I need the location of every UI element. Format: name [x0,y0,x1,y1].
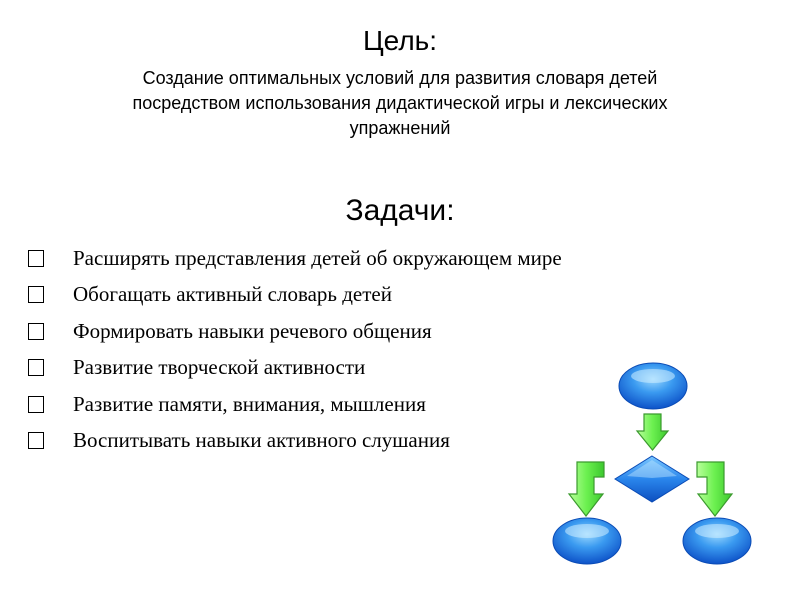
task-text: Обогащать активный словарь детей [73,282,392,307]
top-node [619,363,687,409]
tasks-title: Задачи: [345,194,455,227]
task-text: Развитие памяти, внимания, мышления [73,391,426,416]
goal-title: Цель: [362,25,438,56]
center-diamond-node [615,456,689,502]
down-arrow-icon [637,414,668,450]
task-text: Формировать навыки речевого общения [73,318,432,343]
task-text: Воспитывать навыки активного слушания [73,428,450,453]
bent-arrow-right-icon [697,462,732,516]
bottom-right-node [683,518,751,564]
bent-arrow-left-icon [569,462,604,516]
task-text: Расширять представления детей об окружающем мире [73,245,562,270]
bottom-left-node [553,518,621,564]
goal-text-line: упражнений [349,118,451,138]
goal-text-line: посредством использования дидактической игры и лексических [132,93,668,113]
task-text: Развитие творческой активности [73,355,366,380]
goal-text-line: Создание оптимальных условий для развития словаря детей [142,68,658,88]
